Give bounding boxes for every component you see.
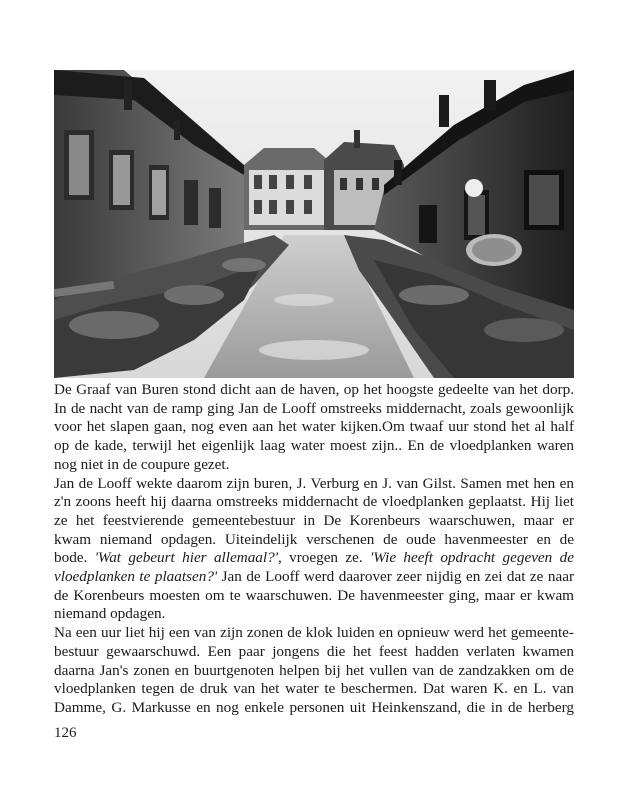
page-number: 126	[54, 725, 77, 741]
paragraph-2	[54, 475, 574, 625]
text-line: de Korenbeurs moesten om te waarschuwen. De havenmeester ging, maar er kwam	[54, 586, 574, 604]
paragraph-1	[54, 381, 574, 475]
text-line: op de kade, terwijl het eigenlijk laag water moest zijn.. En de vloedplanken waren	[54, 437, 574, 455]
text-line: niemand opdagen.	[54, 605, 166, 623]
text-line: Damme, G. Markusse en nog enkele personen uit Heinkenszand, die in de herberg	[54, 698, 574, 716]
quote-text: vloedplanken te plaatsen?'	[54, 568, 218, 586]
text-fragment: Jan de Looff werd daarover zeer nijdig en zei dat ze naar	[217, 568, 575, 586]
text-line: In de nacht van de ramp ging Jan de Looff omstreeks middernacht, zoals gewoonlijk	[54, 399, 574, 417]
text-line	[54, 568, 574, 587]
text-line: vloedplanken tegen de druk van het water te beschermen. Dat waren K. en L. van	[54, 680, 574, 698]
text-line: nog niet in de coupure gezet.	[54, 455, 230, 473]
text-line: daarna Jan's zonen en buurtgenoten helpen bij het vullen van de zandzakken om de	[54, 661, 574, 679]
text-line: z'n zoons heeft hij daarna omstreeks middernacht de vloedplanken geplaatst. Hij liet	[54, 493, 574, 511]
quote-text: 'Wat gebeurt hier allemaal?'	[94, 549, 278, 567]
flooded-street-photo	[54, 70, 574, 378]
quote-text: 'Wie heeft opdracht gegeven de	[370, 549, 574, 567]
text-line: bestuur gewaarschuwd. Een paar jongens die het feest hadden verlaten kwamen	[54, 642, 574, 660]
text-line	[54, 549, 574, 568]
photo-illustration	[54, 70, 574, 378]
article-text	[54, 381, 574, 718]
text-line: ze het feestvierende gemeentebestuur in De Korenbeurs waarschuwen, maar er	[54, 511, 574, 529]
text-line: Na een uur liet hij een van zijn zonen de klok luiden en opnieuw werd het gemeente-	[54, 624, 574, 642]
text-line: Jan de Looff wekte daarom zijn buren, J. Verburg en J. van Gilst. Samen met hen en	[54, 474, 574, 492]
text-fragment: bode.	[54, 549, 95, 567]
paragraph-3	[54, 624, 574, 718]
text-line: kwam niemand opdagen. Uiteindelijk verschenen de oude havenmeester en de	[54, 530, 574, 548]
text-fragment: , vroegen ze.	[277, 549, 371, 567]
text-line: voor het slapen gaan, nog even aan het water kijken.Om twaaf uur stond het al half	[54, 418, 574, 436]
text-line: De Graaf van Buren stond dicht aan de haven, op het hoogste gedeelte van het dorp.	[54, 381, 574, 398]
